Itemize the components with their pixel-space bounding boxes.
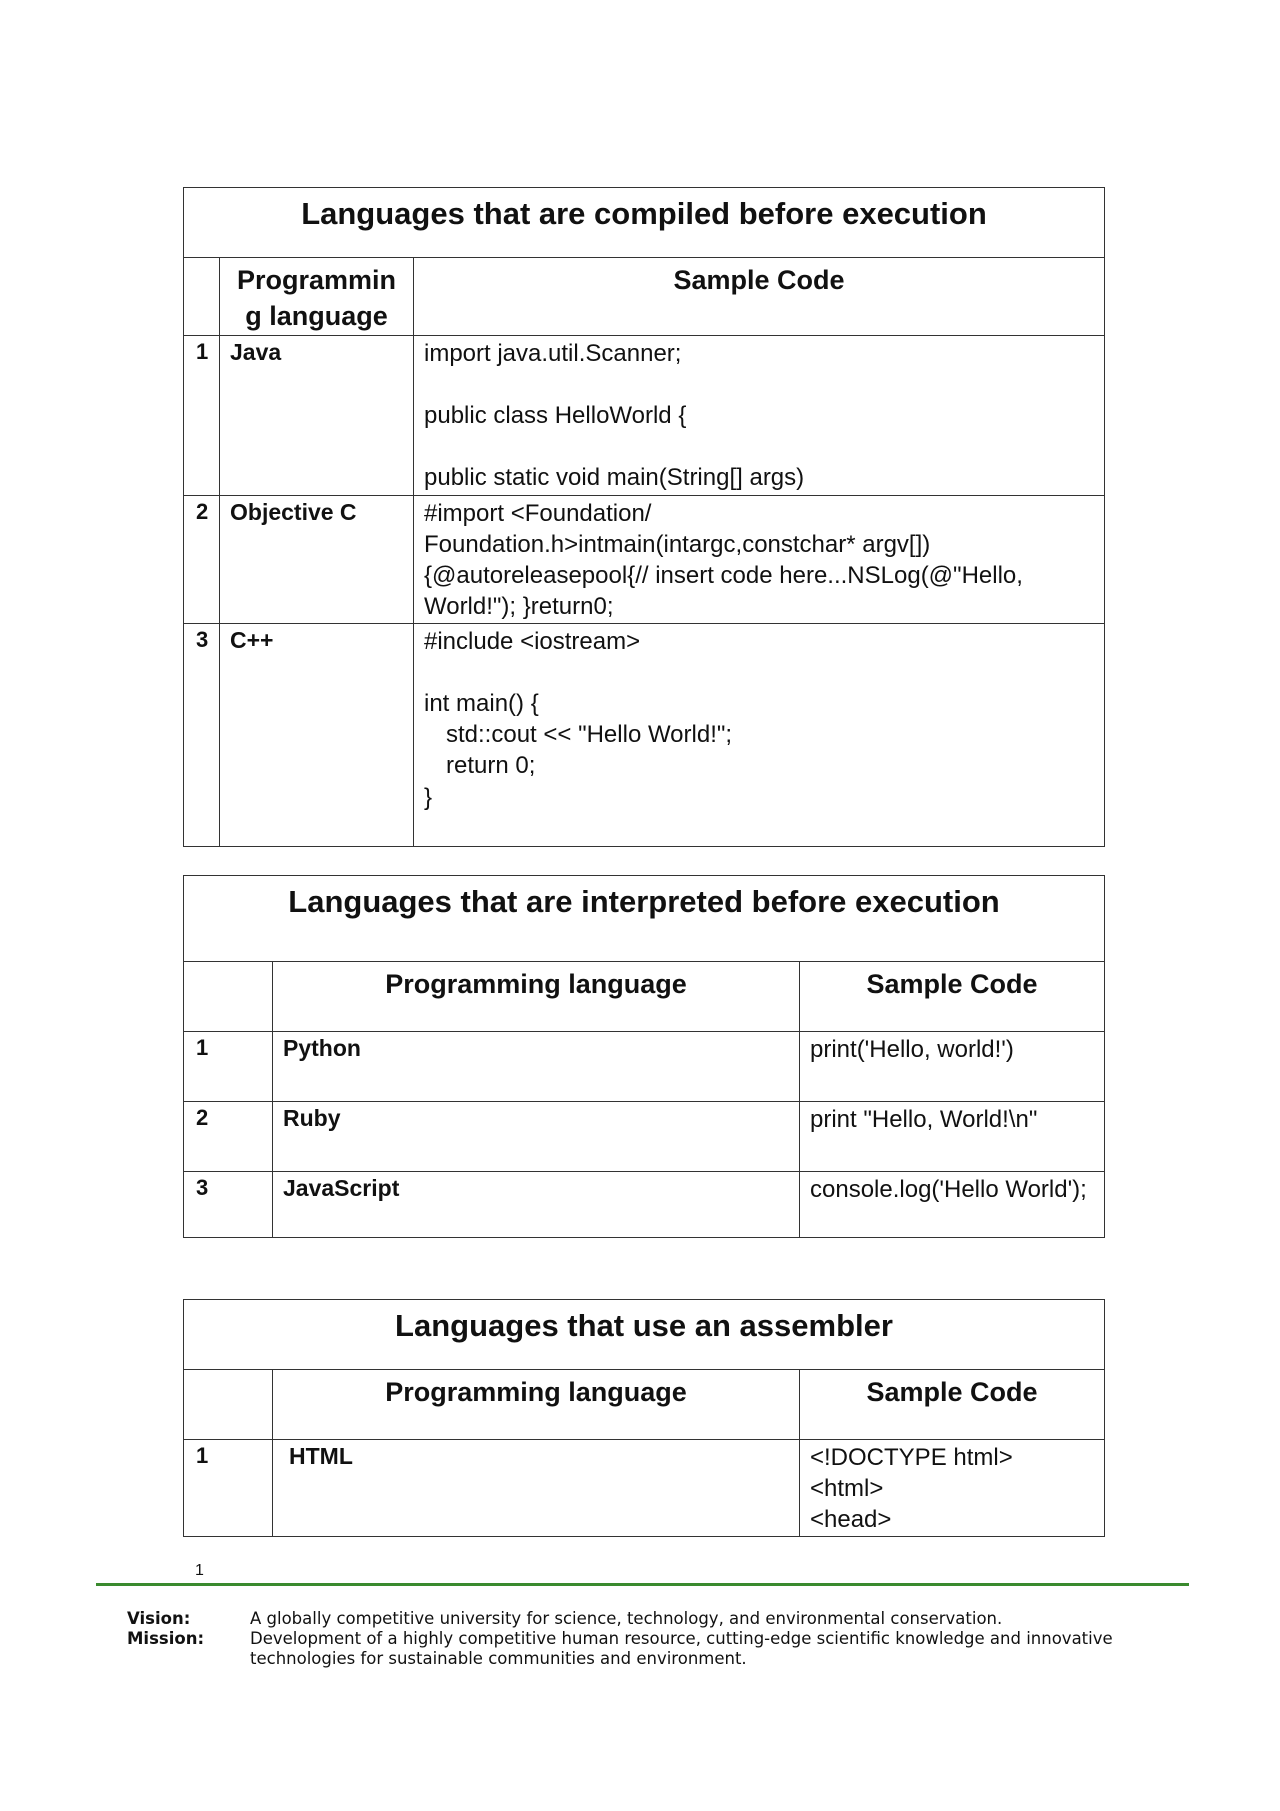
code-line: <html> [810, 1475, 884, 1503]
code-line: public class HelloWorld { [424, 402, 687, 430]
code-line: import java.util.Scanner; [424, 339, 682, 367]
footer [127, 1609, 1180, 1669]
header-num-cell [184, 1370, 273, 1440]
row-sample-code [414, 335, 1105, 495]
table-row [184, 335, 1105, 495]
header-language: Programmin g language [220, 258, 414, 336]
table-title: Languages that are compiled before execution [184, 188, 1105, 258]
vision-text: A globally competitive university for science, technology, and environmental conservation. [250, 1609, 1003, 1628]
header-num-cell [184, 258, 220, 336]
row-language: Ruby [273, 1102, 800, 1172]
row-number: 2 [184, 1102, 273, 1172]
row-language: Objective C [220, 495, 414, 623]
row-number: 2 [184, 495, 220, 623]
code-line: std::cout << "Hello World!"; [446, 721, 733, 749]
table-title: Languages that are interpreted before execution [184, 876, 1105, 962]
vision-row [127, 1609, 1180, 1629]
row-language: C++ [220, 623, 414, 846]
row-sample-code [414, 623, 1105, 846]
header-sample-code: Sample Code [800, 1370, 1105, 1440]
row-number: 3 [184, 623, 220, 846]
assembler-languages-table [183, 1299, 1105, 1537]
code-line: } [424, 783, 433, 811]
header-num-cell [184, 962, 273, 1032]
row-sample-code: print "Hello, World!\n" [800, 1102, 1105, 1172]
row-sample-code [800, 1440, 1105, 1537]
mission-text: Development of a highly competitive human resource, cutting-edge scientific knowledge and innovative technologies for sustainable communities and environment. [250, 1629, 1113, 1668]
row-number: 1 [184, 1032, 273, 1102]
table-row [184, 623, 1105, 846]
row-language: Python [273, 1032, 800, 1102]
row-language: JavaScript [273, 1172, 800, 1238]
code-line: <!DOCTYPE html> [810, 1444, 1013, 1471]
table-row [184, 1102, 1105, 1172]
code-line: #import <Foundation/ Foundation.h>intmain(intargc,constchar* argv[]){@autoreleasepool{// insert code here...NSLog(@"Hello, World!"); }return0; [424, 499, 1030, 621]
header-sample-code: Sample Code [800, 962, 1105, 1032]
header-language: Programming language [273, 1370, 800, 1440]
code-line: public static void main(String[] args) [424, 464, 805, 492]
row-sample-code: print('Hello, world!') [800, 1032, 1105, 1102]
vision-label: Vision: [127, 1609, 191, 1628]
compiled-languages-table [183, 187, 1105, 847]
code-line: return 0; [446, 752, 536, 780]
row-number: 3 [184, 1172, 273, 1238]
table-row [184, 495, 1105, 623]
header-sample-code: Sample Code [414, 258, 1105, 336]
table-row [184, 1172, 1105, 1238]
header-language: Programming language [273, 962, 800, 1032]
code-line: <head> [810, 1506, 892, 1534]
row-sample-code [414, 495, 1105, 623]
row-number: 1 [184, 335, 220, 495]
row-sample-code: console.log('Hello World'); [800, 1172, 1105, 1238]
row-number: 1 [184, 1440, 273, 1537]
code-line: int main() { [424, 690, 539, 718]
mission-label: Mission: [127, 1629, 205, 1648]
page-number: 1 [195, 1562, 204, 1579]
table-row [184, 1032, 1105, 1102]
row-language: HTML [273, 1440, 800, 1537]
row-language: Java [220, 335, 414, 495]
table-row [184, 1440, 1105, 1537]
table-title: Languages that use an assembler [184, 1300, 1105, 1370]
code-line: #include <iostream> [424, 627, 641, 655]
interpreted-languages-table [183, 875, 1105, 1238]
footer-divider [96, 1583, 1189, 1586]
mission-row [127, 1629, 1180, 1669]
